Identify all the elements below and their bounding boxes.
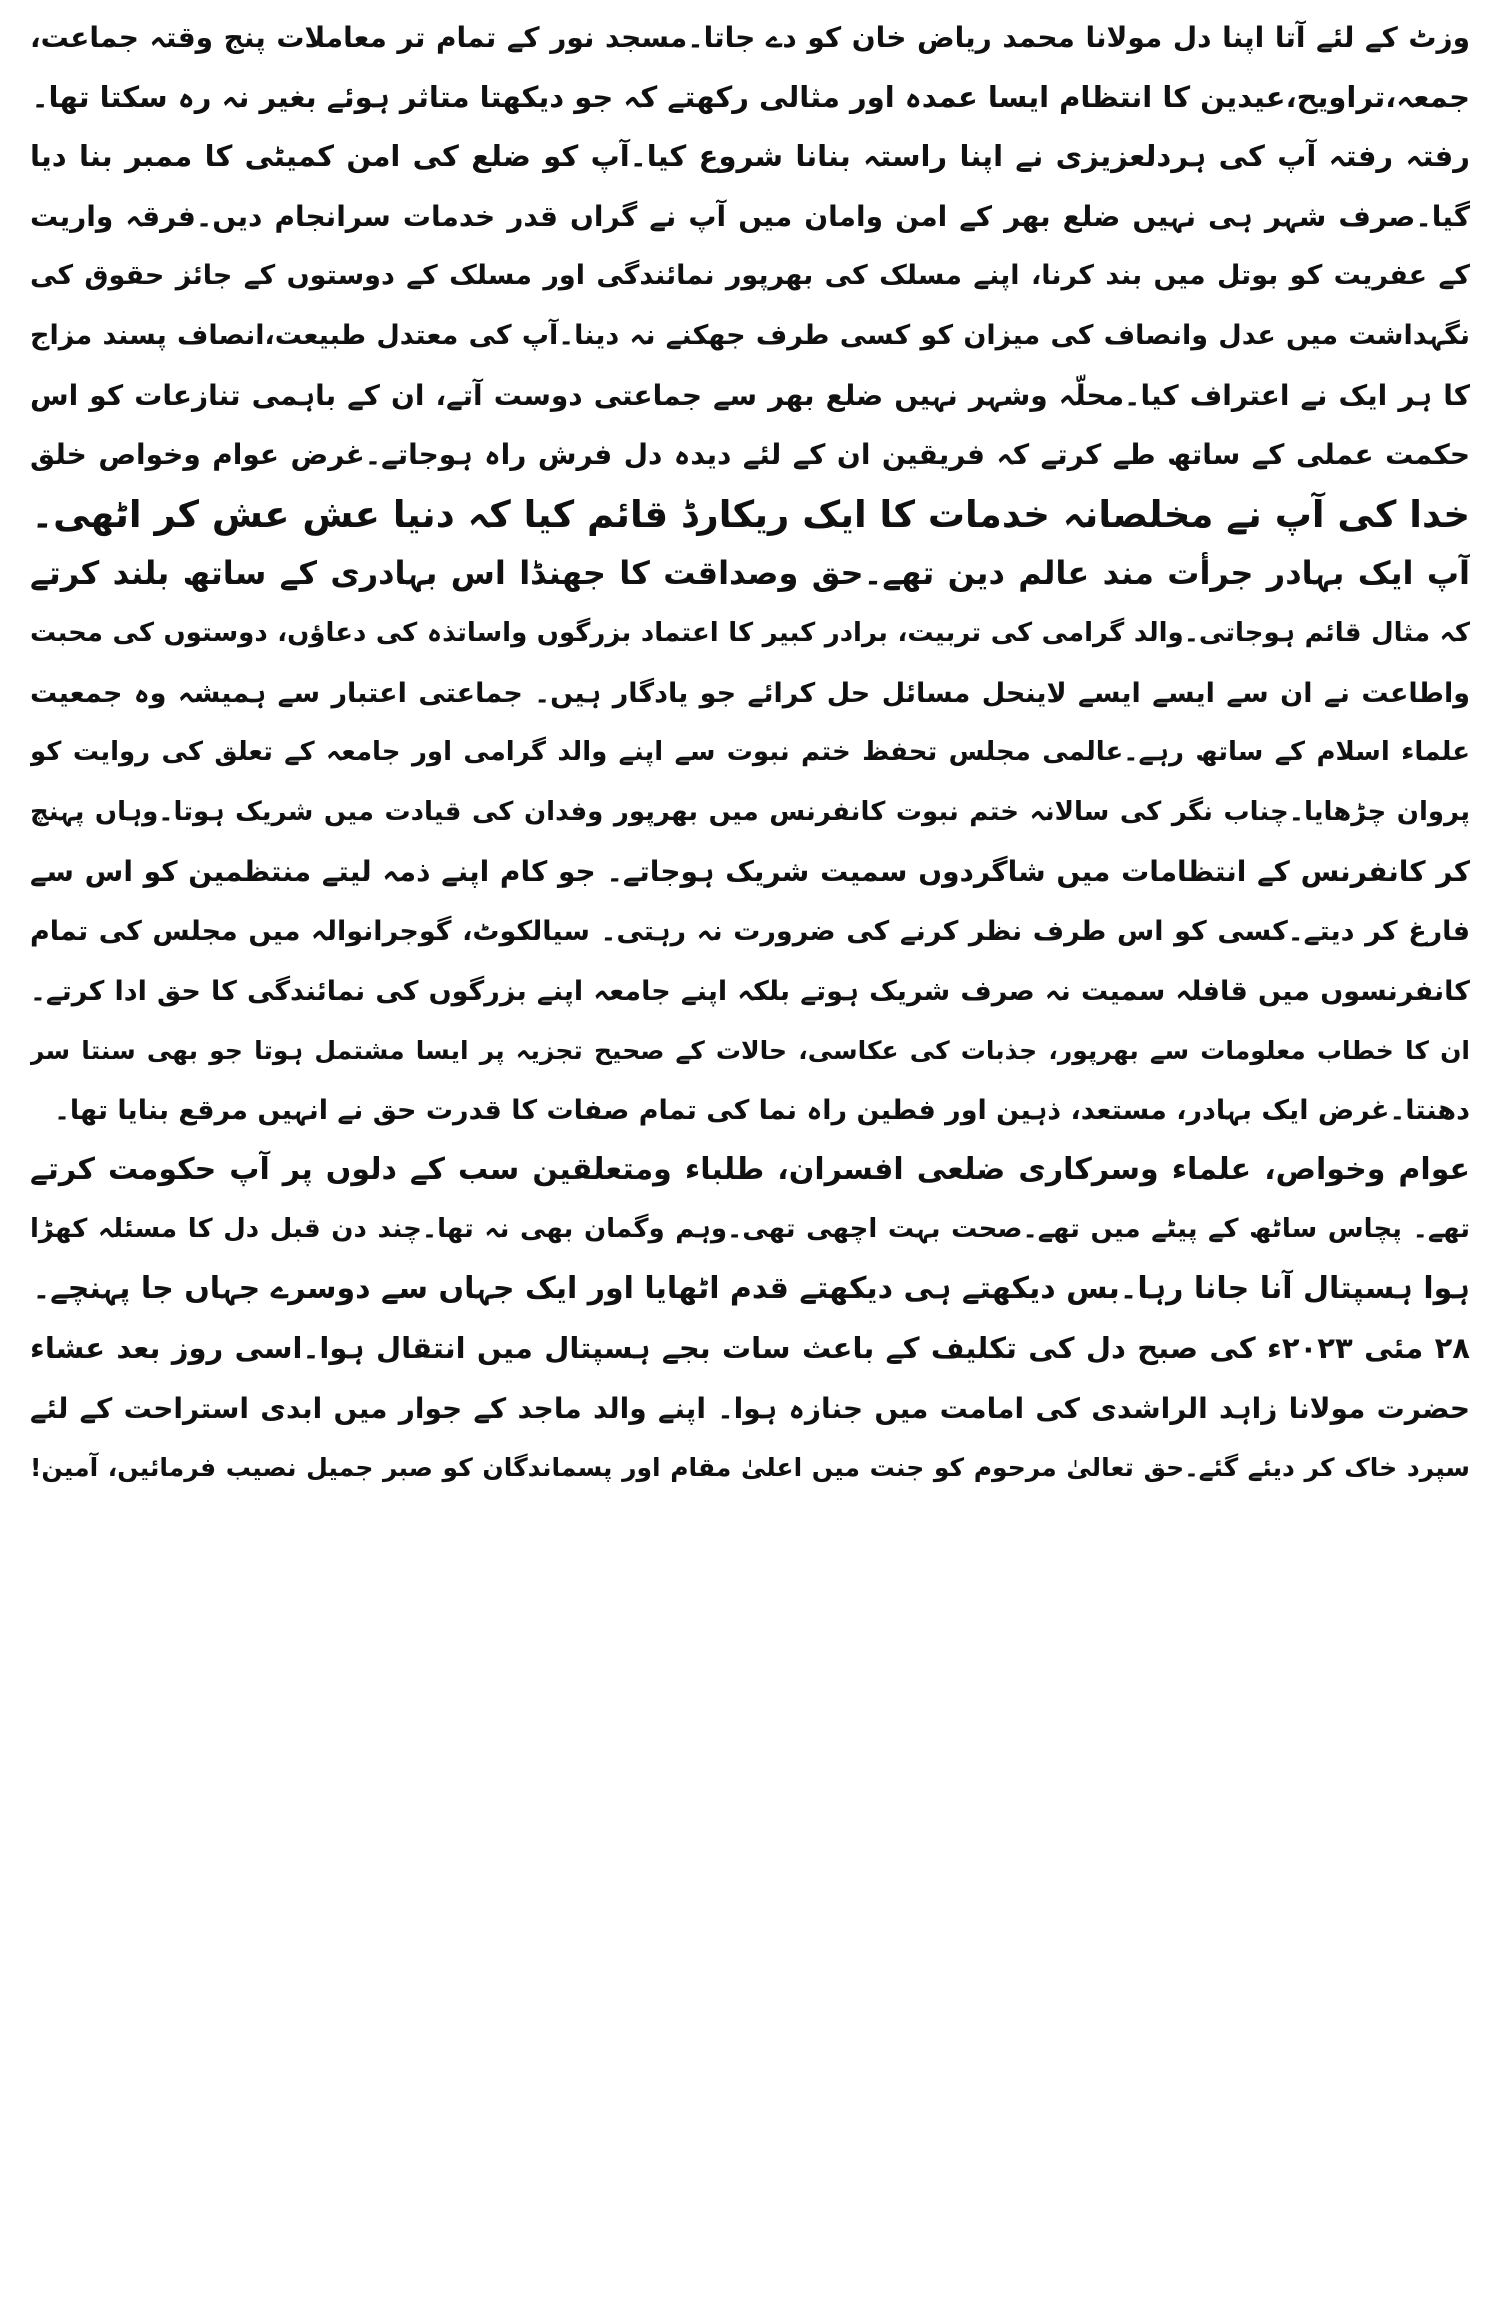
text-line: حکمت عملی کے ساتھ طے کرتے کہ فریقین ان کے لئے دیدہ دل فرش راہ ہوجاتے۔غرض عوام وخواص خلق [30,438,1470,472]
text-line: پروان چڑھایا۔چناب نگر کی سالانہ ختم نبوت کانفرنس میں بھرپور وفدان کی قیادت میں شریک ہوتا۔وہاں پہنچ [30,796,1470,827]
text-line: کے عفریت کو بوتل میں بند کرنا، اپنے مسلک کی بھرپور نمائندگی اور مسلک کے دوستوں کے جائز حقوق کی [30,260,1470,292]
text-line: ہوا ہسپتال آنا جانا رہا۔بس دیکھتے ہی دیکھتے قدم اٹھایا اور ایک جہاں سے دوسرے جہاں جا پہنچے۔ [32,1271,1470,1307]
text-line: نگہداشت میں عدل وانصاف کی میزان کو کسی طرف جھکنے نہ دینا۔آپ کی معتدل طبیعت،انصاف پسند مزاج [30,319,1470,351]
paragraph-2 [30,127,1470,544]
text-line: جمعہ،تراویح،عیدین کا انتظام ایسا عمدہ اور مثالی رکھتے کہ جو دیکھتا متاثر ہوئے بغیر نہ رہ سکتا تھا۔ [31,79,1470,114]
text-line: حضرت مولانا زاہد الراشدی کی امامت میں جنازہ ہوا۔ اپنے والد ماجد کے جوار میں ابدی استراحت کے لئے [30,1391,1470,1425]
text-line: رفتہ رفتہ آپ کی ہردلعزیزی نے اپنا راستہ بنانا شروع کیا۔آپ کو ضلع کی امن کمیٹی کا ممبر بنا دیا [30,139,1470,174]
text-line: کا ہر ایک نے اعتراف کیا۔محلّہ وشہر نہیں ضلع بھر سے جماعتی دوست آتے، ان کے باہمی تنازعات کو اس [30,378,1470,412]
text-line: تھے۔ پچاس ساٹھ کے پیٹے میں تھے۔صحت بہت اچھی تھی۔وہم وگمان بھی نہ تھا۔چند دن قبل دل کا مسئلہ کھڑا [30,1213,1470,1244]
text-line: آپ ایک بہادر جرأت مند عالم دین تھے۔حق وصداقت کا جھنڈا اس بہادری کے ساتھ بلند کرتے [30,554,1470,593]
text-line: فارغ کر دیتے۔کسی کو اس طرف نظر کرنے کی ضرورت نہ رہتی۔ سیالکوٹ، گوجرانوالہ میں مجلس کی تمام [30,915,1470,947]
paragraph-5 [30,1319,1470,1498]
paragraph-1 [30,8,1470,127]
text-line: ان کا خطاب معلومات سے بھرپور، جذبات کی عکاسی، حالات کے صحیح تجزیہ پر ایسا مشتمل ہوتا جو بھی سنتا سر [30,1036,1470,1066]
text-line: کہ مثال قائم ہوجاتی۔والد گرامی کی تربیت، برادر کبیر کا اعتماد بزرگوں واساتذہ کی دعاؤں، دوستوں کی محبت [30,617,1470,648]
paragraph-3 [30,544,1470,1140]
text-line: گیا۔صرف شہر ہی نہیں ضلع بھر کے امن وامان میں آپ نے گراں قدر خدمات سرانجام دیں۔فرقہ واریت [30,199,1470,233]
text-line: ۲۸ مئی ۲۰۲۳ء کی صبح دل کی تکلیف کے باعث سات بجے ہسپتال میں انتقال ہوا۔اسی روز بعد عشاء [30,1331,1470,1366]
text-line: وزٹ کے لئے آتا اپنا دل مولانا محمد ریاض خان کو دے جاتا۔مسجد نور کے تمام تر معاملات پنج وقتہ جماعت، [30,21,1470,54]
text-line: کانفرنسوں میں قافلہ سمیت نہ صرف شریک ہوتے بلکہ اپنے جامعہ اپنے بزرگوں کی نمائندگی کا حق ادا کرتے۔ [30,975,1470,1007]
paragraph-4 [30,1140,1470,1319]
text-line: سپرد خاک کر دیئے گئے۔حق تعالیٰ مرحوم کو جنت میں اعلیٰ مقام اور پسماندگان کو صبر جمیل نصیب فرمائیں، آمین! [30,1453,1470,1483]
text-line: خدا کی آپ نے مخلصانہ خدمات کا ایک ریکارڈ قائم کیا کہ دنیا عش عش کر اٹھی۔ [31,492,1470,536]
text-line: واطاعت نے ان سے ایسے ایسے لاینحل مسائل حل کرائے جو یادگار ہیں۔ جماعتی اعتبار سے ہمیشہ وہ جمعیت [30,677,1470,709]
text-line: علماء اسلام کے ساتھ رہے۔عالمی مجلس تحفظ ختم نبوت سے اپنے والد گرامی اور جامعہ کے تعلق کی روایت کو [30,737,1470,768]
text-line: دھنتا۔غرض ایک بہادر، مستعد، ذہین اور فطین راہ نما کی تمام صفات کا قدرت حق نے انہیں مرقع بنایا تھا۔ [54,1094,1470,1126]
text-line: کر کانفرنس کے انتظامات میں شاگردوں سمیت شریک ہوجاتے۔ جو کام اپنے ذمہ لیتے منتظمین کو اس سے [30,855,1470,889]
text-line: عوام وخواص، علماء وسرکاری ضلعی افسران، طلباء ومتعلقین سب کے دلوں پر آپ حکومت کرتے [30,1152,1470,1188]
